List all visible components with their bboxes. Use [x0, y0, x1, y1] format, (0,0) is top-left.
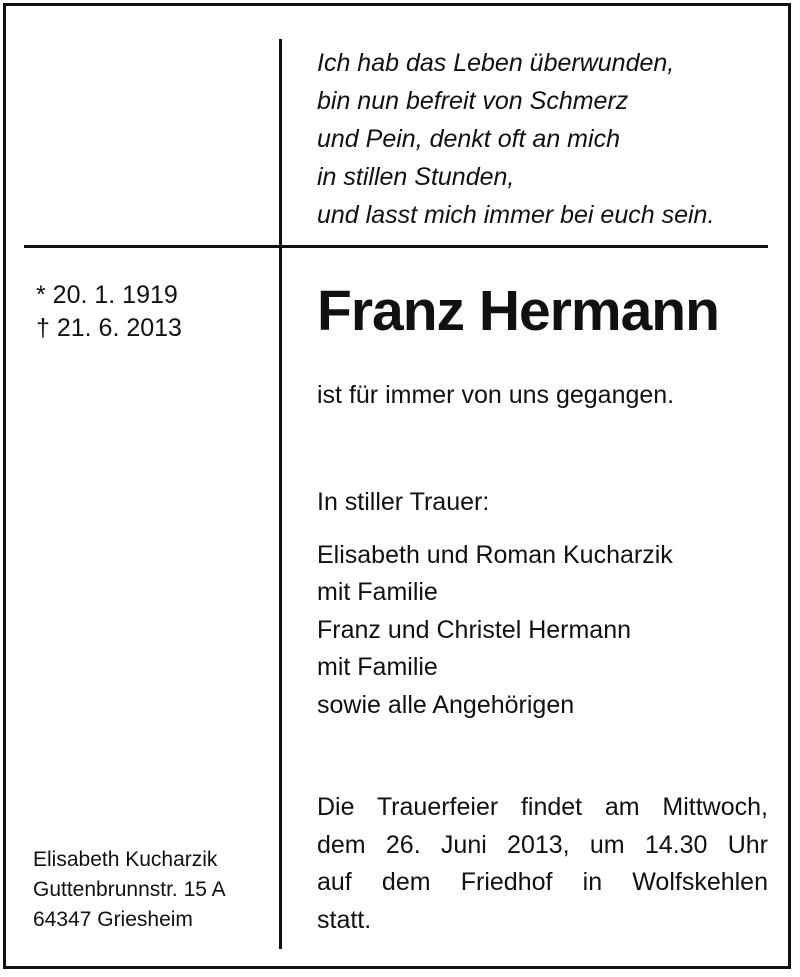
mourners-heading: In stiller Trauer:: [317, 488, 490, 516]
death-date: † 21. 6. 2013: [36, 314, 182, 342]
passing-statement: ist für immer von uns gegangen.: [317, 381, 675, 409]
address-name: Elisabeth Kucharzik: [33, 848, 218, 871]
mourner-line: mit Familie: [317, 653, 438, 681]
poem-line: und lasst mich immer bei euch sein.: [317, 201, 715, 229]
ceremony-line: dem 26. Juni 2013, um 14.30 Uhr: [317, 830, 768, 859]
poem-line: und Pein, denkt oft an mich: [317, 125, 620, 153]
address-city: 64347 Griesheim: [33, 908, 193, 931]
cross-horizontal-line: [24, 245, 768, 248]
poem-line: in stillen Stunden,: [317, 163, 515, 191]
life-dates: [36, 279, 182, 345]
ceremony-line: Die Trauerfeier findet am Mittwoch,: [317, 793, 768, 821]
ceremony-line: statt.: [317, 905, 372, 934]
funeral-ceremony-info: [317, 789, 768, 939]
address-street: Guttenbrunnstr. 15 A: [33, 878, 226, 901]
contact-address: [33, 845, 226, 935]
mourner-line: Elisabeth und Roman Kucharzik: [317, 540, 673, 569]
ceremony-line: auf dem Friedhof in Wolfskehlen: [317, 868, 768, 896]
poem-line: bin nun befreit von Schmerz: [317, 87, 629, 115]
mourner-line: Franz und Christel Hermann: [317, 615, 632, 644]
deceased-name: Franz Hermann: [317, 279, 719, 343]
poem-line: Ich hab das Leben überwunden,: [317, 49, 675, 77]
mourner-line: sowie alle Angehörigen: [317, 690, 575, 719]
mourners-block: [317, 484, 673, 724]
memorial-poem: [317, 44, 714, 234]
birth-date: * 20. 1. 1919: [36, 281, 178, 309]
cross-vertical-line: [279, 39, 282, 949]
mourner-line: mit Familie: [317, 578, 438, 606]
